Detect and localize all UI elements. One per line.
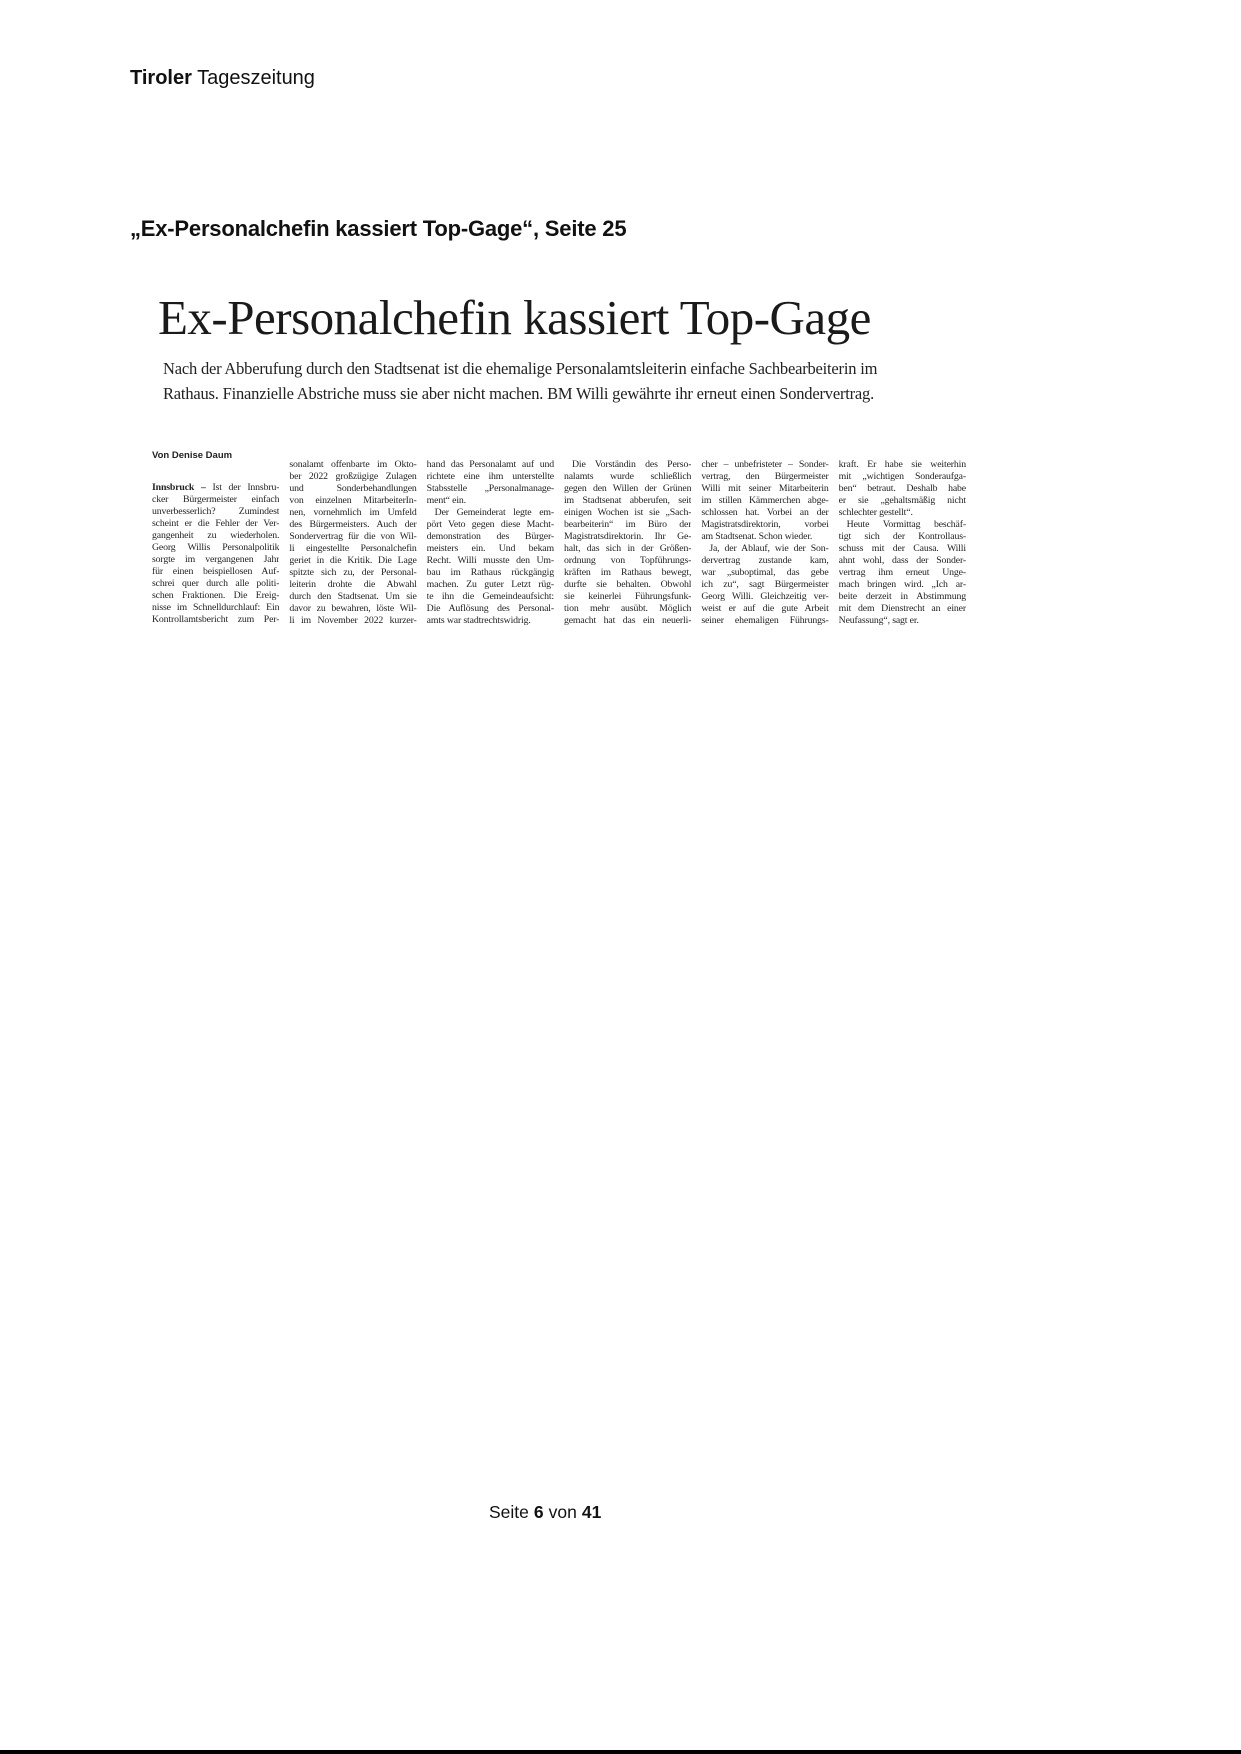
- footer-page-number: 6: [533, 1502, 544, 1522]
- body-text-line: gangenheit zu wiederholen.: [152, 530, 280, 541]
- body-text-line: Georg Willi. Gleichzeitig ver-: [701, 591, 829, 602]
- article-columns: [152, 450, 966, 627]
- body-text-line: geriet in die Kritik. Die Lage: [289, 555, 417, 566]
- body-text-line: machen. Zu guter Letzt rüg-: [426, 579, 554, 590]
- body-text-line: nisse im Schnelldurchlauf: Ein: [152, 602, 280, 613]
- article-column: [701, 459, 828, 627]
- body-text-line: cher – unbefristeter – Sonder-: [701, 459, 829, 470]
- body-text-line: Innsbruck – Ist der Innsbru-: [152, 482, 280, 493]
- body-text-line: bau im Rathaus rückgängig: [426, 567, 554, 578]
- body-text-line: mit „wichtigen Sonderaufga-: [838, 471, 966, 482]
- body-text-line: kraft. Er habe sie weiterhin: [838, 459, 966, 470]
- body-text-line: ahnt wohl, dass der Sonder-: [838, 555, 966, 566]
- footer-separator: von: [548, 1502, 577, 1522]
- body-text-line: ber 2022 großzügige Zulagen: [289, 471, 417, 482]
- body-text-line: im stillen Kämmerchen abge-: [701, 495, 829, 506]
- body-text-line: für einen beispiellosen Auf-: [152, 566, 280, 577]
- body-text-line: ment“ ein.: [426, 495, 466, 506]
- body-text-line: sonalamt offenbarte im Okto-: [289, 459, 417, 470]
- body-text-line: hand das Personalamt auf und: [426, 459, 554, 470]
- body-text-line: durfte sie behalten. Obwohl: [563, 579, 692, 590]
- body-text-line: amts war stadtrechtswidrig.: [426, 615, 531, 626]
- body-text-line: Sondervertrag für die von Wil-: [289, 531, 417, 542]
- body-text-line: von einzelnen MitarbeiterIn-: [289, 495, 417, 506]
- body-text-line: richtete eine ihm unterstellte: [426, 471, 554, 482]
- body-text-line: Die Auflösung des Personal-: [426, 603, 554, 614]
- body-text-line: durch den Stadtsenat. Um sie: [289, 591, 417, 602]
- body-text-line: Die Vorständin des Perso-: [571, 459, 692, 470]
- body-text-line: Heute Vormittag beschäf-: [846, 519, 966, 530]
- body-text-line: Willi mit seiner Mitarbeiterin: [701, 483, 829, 494]
- body-text-line: schuss mit der Causa. Willi: [838, 543, 966, 554]
- body-text-line: Magistratsdirektorin. Ihr Ge-: [563, 531, 692, 542]
- body-text-line: schen Fraktionen. Die Ereig-: [152, 590, 280, 601]
- body-text-line: li eingestellte Personalchefin: [289, 543, 417, 554]
- article-column: [839, 459, 966, 627]
- article-column: [427, 459, 554, 627]
- footer-total-pages: 41: [581, 1502, 602, 1522]
- body-text-line: am Stadtsenat. Schon wieder.: [701, 531, 813, 542]
- body-text-line: nen, vornehmlich im Umfeld: [289, 507, 417, 518]
- body-text-line: gegen den Willen der Grünen: [563, 483, 692, 494]
- page-bottom-edge: [0, 1750, 1241, 1754]
- body-text-line: seiner ehemaligen Führungs-: [701, 615, 829, 626]
- body-text-line: scheint er die Fehler der Ver-: [152, 518, 280, 529]
- body-text-line: halt, das sich in der Größen-: [563, 543, 692, 554]
- article-column: [564, 459, 691, 627]
- body-text-line: Ja, der Ablauf, wie der Son-: [709, 543, 829, 554]
- body-text-line: weist er auf die gute Arbeit: [701, 603, 829, 614]
- body-text-line: meisters ein. Und bekam: [426, 543, 554, 554]
- body-text-line: leiterin drohte die Abwahl: [289, 579, 417, 590]
- body-text-line: mach bringen wird. „Ich ar-: [838, 579, 966, 590]
- standfirst-line: Rathaus. Finanzielle Abstriche muss sie aber nicht machen. BM Willi gewährte ihr erneut einen Sondervertrag.: [163, 384, 875, 403]
- body-text-line: schrei quer durch alle politi-: [152, 578, 280, 589]
- body-text-line: Neufassung“, sagt er.: [838, 615, 919, 626]
- body-text-line: schlossen hat. Vorbei an der: [701, 507, 829, 518]
- body-text-line: Recht. Willi musste den Um-: [426, 555, 554, 566]
- body-text-line: Der Gemeinderat legte em-: [434, 507, 554, 518]
- body-text-line: Stabsstelle „Personalmanage-: [426, 483, 554, 494]
- body-text-line: pört Veto gegen diese Macht-: [426, 519, 554, 530]
- body-text-line: war „suboptimal, das gebe: [701, 567, 829, 578]
- body-text-line: li im November 2022 kurzer-: [289, 615, 417, 626]
- article-standfirst: [163, 356, 963, 406]
- reference-line: „Ex-Personalchefin kassiert Top-Gage“, Seite 25: [130, 216, 627, 241]
- body-text-line: mit dem Dienstrecht an einer: [838, 603, 966, 614]
- body-text-line: dervertrag zustande kam,: [701, 555, 829, 566]
- body-text-line: beite derzeit in Abstimmung: [838, 591, 966, 602]
- article-headline: Ex-Personalchefin kassiert Top-Gage: [158, 290, 871, 345]
- body-text-line: des Bürgermeisters. Auch der: [289, 519, 417, 530]
- body-text-line: nalamts wurde schließlich: [563, 471, 692, 482]
- article-column: [289, 459, 416, 627]
- body-text-line: ich zu“, sagt Bürgermeister: [701, 579, 829, 590]
- masthead-brand-rest: Tageszeitung: [191, 67, 315, 89]
- body-text-line: ordnung von Topführungs-: [563, 555, 692, 566]
- body-text-line: unverbesserlich? Zumindest: [152, 506, 280, 517]
- body-text-line: vertrag ihm erneut Unge-: [838, 567, 966, 578]
- body-text-line: Georg Willis Personalpolitik: [152, 542, 280, 553]
- byline: Von Denise Daum: [152, 450, 233, 461]
- body-text-line: bearbeiterin“ im Büro der: [563, 519, 692, 530]
- body-text-line: einigen Wochen ist sie „Sach-: [563, 507, 692, 518]
- body-text-line: sorgte im vergangenen Jahr: [152, 554, 280, 565]
- standfirst-line: Nach der Abberufung durch den Stadtsenat ist die ehemalige Personalamtsleiterin einfache Sachbearbeiterin im: [163, 359, 878, 378]
- masthead: [130, 66, 315, 90]
- body-text-line: im Stadtsenat abberufen, seit: [563, 495, 692, 506]
- body-text-line: demonstration des Bürger-: [426, 531, 554, 542]
- masthead-brand-bold: Tiroler: [130, 67, 192, 89]
- body-text-line: cker Bürgermeister einfach: [152, 494, 280, 505]
- body-text-line: vertrag, den Bürgermeister: [701, 471, 829, 482]
- body-text-line: te ihn die Gemeindeaufsicht:: [426, 591, 554, 602]
- footer-prefix: Seite: [489, 1502, 529, 1522]
- location-lead: Innsbruck –: [152, 482, 206, 493]
- body-text-line: kräften im Rathaus bewegt,: [563, 567, 692, 578]
- body-text-line: gemacht hat das ein neuerli-: [563, 615, 692, 626]
- article-column: [152, 450, 280, 627]
- body-text-line: schlechter gestellt“.: [838, 507, 913, 518]
- body-text-line: spitzte sich zu, der Personal-: [289, 567, 417, 578]
- body-text-line: Kontrollamtsbericht zum Per-: [152, 614, 280, 625]
- body-text-line: und Sonderbehandlungen: [289, 483, 417, 494]
- page-footer: [489, 1502, 601, 1523]
- body-text-line: sie keinerlei Führungsfunk-: [563, 591, 692, 602]
- body-text-line: tion mehr ausübt. Möglich: [563, 603, 692, 614]
- body-text-line: Magistratsdirektorin, vorbei: [701, 519, 829, 530]
- body-text-line: ben“ betraut. Deshalb habe: [838, 483, 966, 494]
- body-text-line: tigt sich der Kontrollaus-: [838, 531, 966, 542]
- body-text-line: davor zu bewahren, löste Wil-: [289, 603, 417, 614]
- body-text-line: er sie „gehaltsmäßig nicht: [838, 495, 966, 506]
